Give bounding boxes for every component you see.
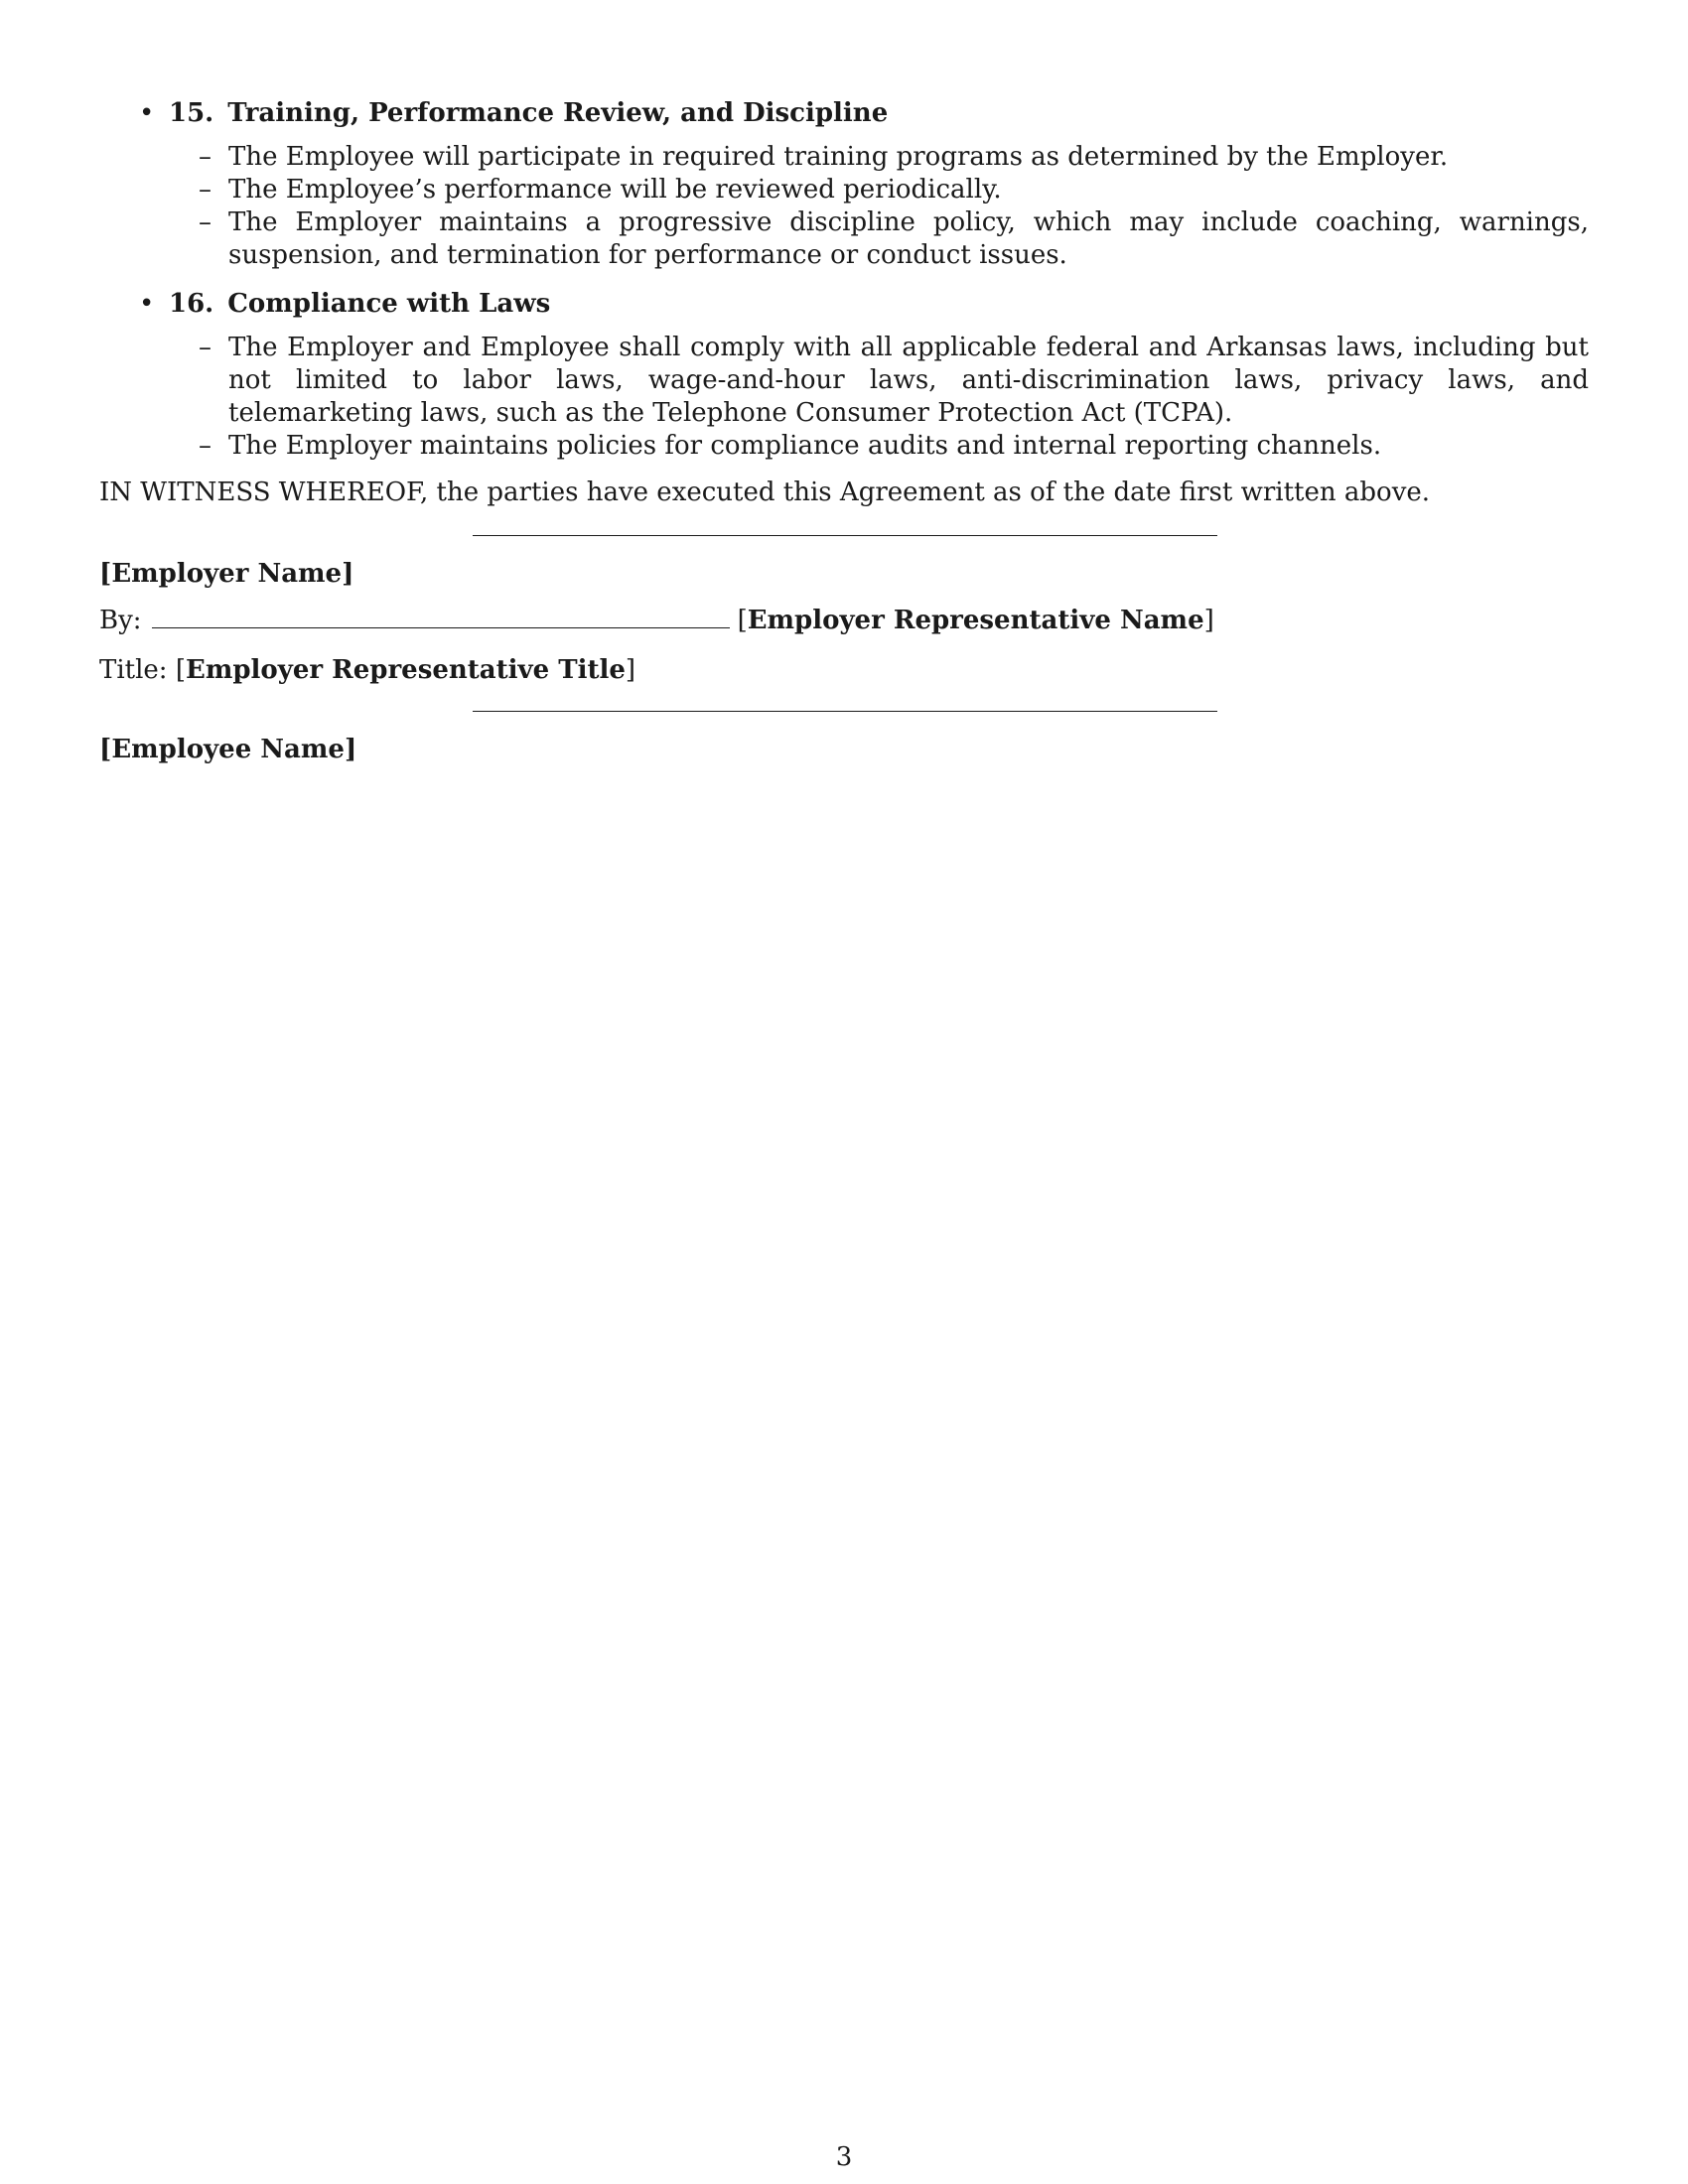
section-number: 15. [169, 98, 214, 128]
employee-name [99, 734, 1589, 766]
employer-title-row [99, 654, 1589, 687]
title-label: Title: [99, 655, 168, 685]
bullet-icon: • [139, 289, 155, 319]
list-item [199, 332, 1589, 430]
list-item [199, 141, 1589, 174]
employer-name [99, 558, 1589, 591]
dash-icon: – [199, 175, 211, 205]
dash-icon: – [199, 207, 211, 237]
bracket: ] [342, 559, 354, 589]
dash-icon: – [199, 431, 211, 461]
list-item-text: The Employee will participate in required training programs as determined by the Employer. [228, 142, 1449, 172]
list-item [199, 174, 1589, 206]
witness-clause: IN WITNESS WHEREOF, the parties have executed this Agreement as of the date first written above. [99, 478, 1431, 507]
sub-item-list [199, 332, 1589, 463]
sub-item-list [199, 141, 1589, 272]
section-title: Training, Performance Review, and Discipline [227, 98, 889, 128]
list-item-text: The Employer maintains a progressive discipline policy, which may include coaching, warnings, suspension, and termination for performance or conduct issues. [228, 207, 1589, 270]
bullet-icon: • [139, 98, 155, 128]
bracket: [ [99, 559, 112, 589]
dash-icon: – [199, 333, 211, 362]
employer-name-text: Employer Name [111, 559, 343, 589]
list-item-text: The Employer and Employee shall comply with all applicable federal and Arkansas laws, including but not limited to labor laws, wage-and-hour laws, anti-discrimination laws, privacy laws, and telemarketing laws, such as the Telephone Consumer Protection Act (TCPA). [228, 333, 1589, 428]
bracket: ] [1203, 606, 1214, 635]
bracket: [ [99, 735, 112, 764]
page-number: 3 [835, 2142, 853, 2172]
bracket: ] [625, 655, 636, 685]
employer-by-row [99, 605, 1589, 637]
list-item-text: The Employee’s performance will be reviewed periodically. [228, 175, 1002, 205]
section-16 [139, 286, 1589, 463]
bracket: [ [737, 606, 748, 635]
bracket: ] [344, 735, 357, 764]
section-number: 16. [169, 289, 214, 319]
list-item [199, 206, 1589, 272]
document-page [99, 95, 1589, 766]
dash-icon: – [199, 142, 211, 172]
section-heading [139, 286, 1589, 322]
by-label: By: [99, 606, 142, 635]
employer-signature-line [473, 535, 1217, 536]
section-heading [139, 95, 1589, 131]
list-item [199, 430, 1589, 463]
employee-signature-line [473, 711, 1217, 712]
list-item-text: The Employer maintains policies for compliance audits and internal reporting channels. [228, 431, 1382, 461]
employer-representative-name: Employer Representative Name [747, 606, 1204, 635]
by-signature-underline [152, 606, 730, 628]
bracket: [ [175, 655, 186, 685]
section-15 [139, 95, 1589, 272]
employee-name-text: Employee Name [111, 735, 345, 764]
employer-representative-title: Employer Representative Title [186, 655, 626, 685]
section-title: Compliance with Laws [227, 289, 551, 319]
